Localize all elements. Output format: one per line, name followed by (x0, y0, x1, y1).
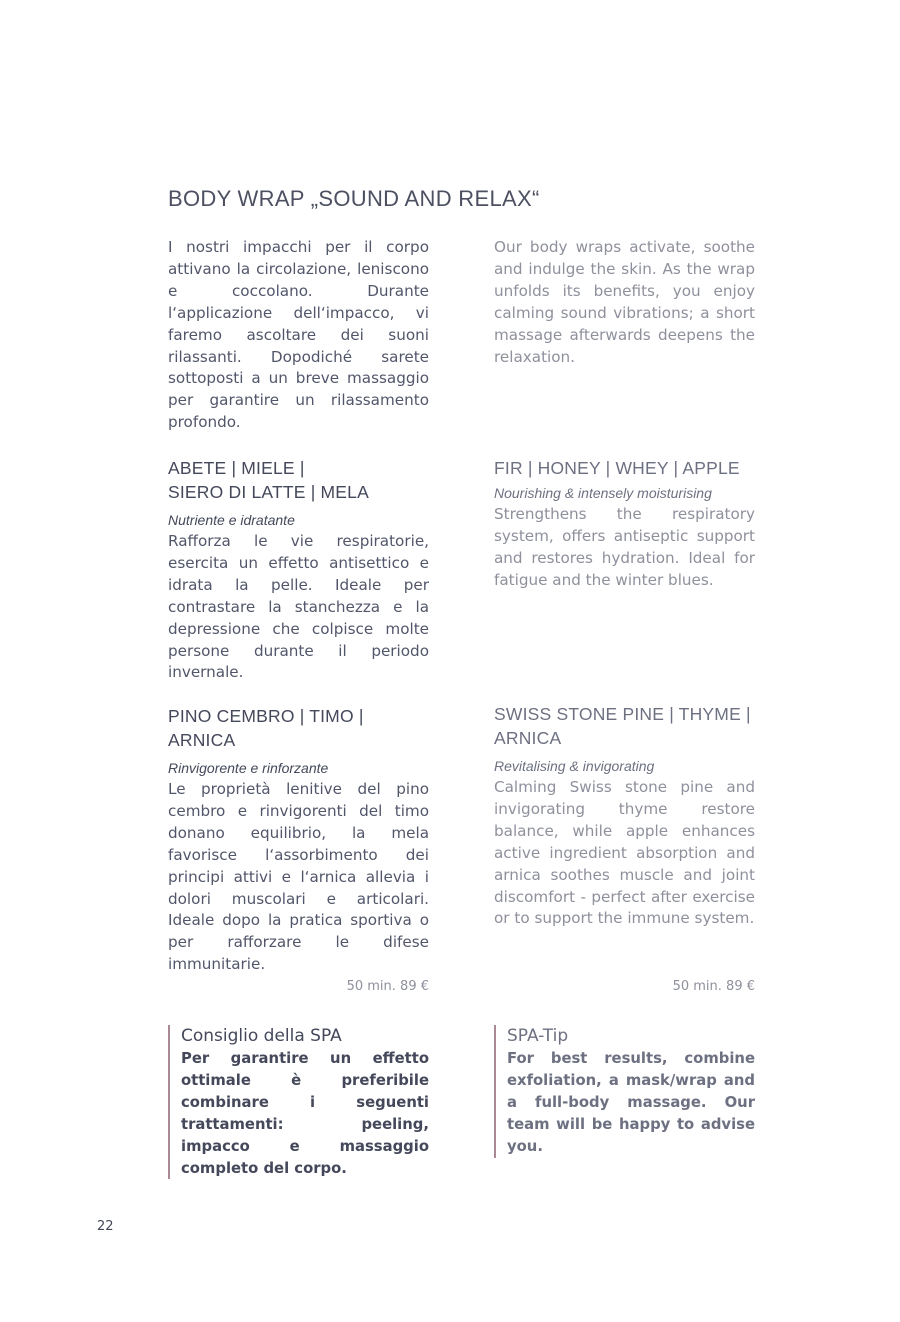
treatment-subtitle: Rinvigorente e rinforzante (168, 760, 329, 776)
treatment-subtitle: Revitalising & invigorating (494, 758, 655, 774)
treatment-name: FIR | HONEY | WHEY | APPLE (494, 458, 740, 478)
treatment-block-pine-en (494, 702, 755, 930)
treatment-name-line1: SWISS STONE PINE | THYME | (494, 704, 751, 724)
treatment-subtitle: Nourishing & intensely moisturising (494, 485, 712, 501)
spa-tip-title: Consiglio della SPA (181, 1026, 342, 1046)
treatment-block-abete-it (168, 456, 429, 684)
treatment-name-line1: ABETE | MIELE | (168, 458, 305, 478)
treatment-name-line2: SIERO DI LATTE | MELA (168, 482, 369, 502)
intro-text-it: I nostri impacchi per il corpo attivano la circolazione, leniscono e coccolano. Durante l‘applicazione dell‘impacco, vi faremo ascoltare dei suoni rilassanti. Dopodiché sarete sottoposti a un breve massaggio per garantire un rilassamento profondo. (168, 238, 429, 432)
treatment-description: Strengthens the respiratory system, offers antiseptic support and restores hydration. Ideal for fatigue and the winter blues. (494, 505, 755, 589)
spa-tip-box-en (494, 1025, 755, 1158)
spa-tip-title: SPA-Tip (507, 1026, 569, 1046)
treatment-subtitle: Nutriente e idratante (168, 512, 295, 528)
treatment-name-line2: ARNICA (168, 730, 236, 750)
treatment-block-pino-it (168, 704, 429, 976)
spa-tip-box-it (168, 1025, 429, 1179)
treatment-name-line2: ARNICA (494, 728, 562, 748)
spa-tip-body: Per garantire un effetto ottimale è preferibile combinare i seguenti trattamenti: peeling, impacco e massaggio completo del corpo. (181, 1050, 429, 1177)
intro-text-en: Our body wraps activate, soothe and indulge the skin. As the wrap unfolds its benefits, you enjoy calming sound vibrations; a short massage afterwards deepens the relaxation. (494, 238, 755, 366)
treatment-block-fir-en (494, 456, 755, 592)
price-en: 50 min. 89 € (672, 979, 755, 994)
treatment-name (168, 456, 429, 504)
page-number: 22 (97, 1219, 114, 1234)
treatment-name-line1: PINO CEMBRO | TIMO | (168, 706, 364, 726)
treatment-description: Le proprietà lenitive del pino cembro e rinvigorenti del timo donano equilibrio, la mela favorisce l‘assorbimento dei principi attivi e l‘arnica allevia i dolori muscolari e articolari. Ideale dopo la pratica sportiva o per rafforzare le difese immunitarie. (168, 780, 429, 974)
treatment-description: Calming Swiss stone pine and invigorating thyme restore balance, while apple enhances active ingredient absorption and arnica soothes muscle and joint discomfort - perfect after exercise or to support the immune system. (494, 778, 755, 928)
treatment-name (494, 702, 755, 750)
price-it: 50 min. 89 € (346, 979, 429, 994)
spa-tip-body: For best results, combine exfoliation, a mask/wrap and a full-body massage. Our team will be happy to advise you. (507, 1050, 755, 1155)
treatment-description: Rafforza le vie respiratorie, esercita un effetto antisettico e idrata la pelle. Ideale per contrastare la stanchezza e la depressione che colpisce molte persone durante il periodo invernale. (168, 532, 429, 682)
treatment-name (168, 704, 429, 752)
page-title: BODY WRAP „SOUND AND RELAX“ (168, 186, 540, 211)
